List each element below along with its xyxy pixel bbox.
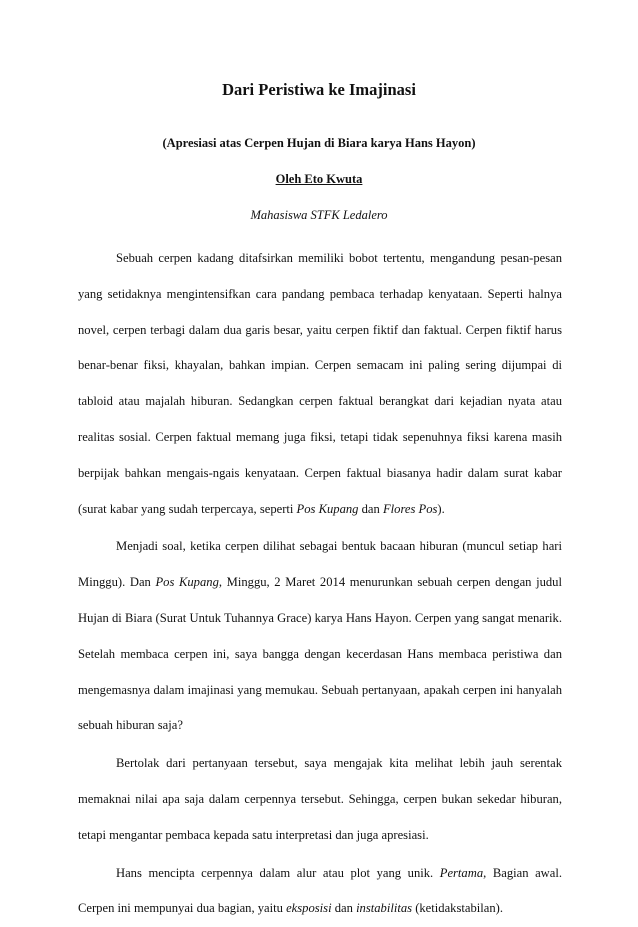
- paragraph-text: , Minggu, 2 Maret 2014 menurunkan sebuah cerpen dengan judul Hujan di Biara (Surat Untuk Tuhannya Grace) karya Hans Hayon. Cerpen yang sangat menarik. Setelah membaca cerpen ini, saya bangga dengan kecerdasan Hans membaca peristiwa dan mengemasnya dalam imajinasi yang memukau. Sebuah pertanyaan, apakah cerpen ini hanyalah sebuah hiburan saja?: [78, 575, 562, 733]
- paragraph-2: [78, 529, 562, 744]
- emphasis-term: instabilitas: [356, 901, 413, 916]
- paragraph-text: ).: [437, 501, 445, 516]
- paragraph-text: dan: [331, 901, 357, 916]
- paragraph-text: Hans mencipta cerpennya dalam alur atau plot yang unik.: [116, 865, 440, 880]
- paragraph-text: Sebuah cerpen kadang ditafsirkan memiliki bobot tertentu, mengandung pesan-pesan yang setidaknya mengintensifkan cara pandang pembaca terhadap kenyataan. Seperti halnya novel, cerpen terbagi dalam dua garis besar, yaitu cerpen fiktif dan faktual. Cerpen fiktif harus benar-benar fiksi, khayalan, bahkan impian. Cerpen semacam ini paling sering dijumpai di tabloid atau majalah hiburan. Sedangkan cerpen faktual berangkat dari kejadian nyata atau realitas sosial. Cerpen faktual memang juga fiksi, tetapi tidak sepenuhnya fiksi karena masih berpijak bahkan mengais-ngais kenyataan. Cerpen faktual biasanya hadir dalam surat kabar (surat kabar yang sudah terpercaya, seperti: [78, 251, 562, 516]
- emphasis-term: Pertama: [439, 865, 484, 880]
- document-title: Dari Peristiwa ke Imajinasi: [222, 80, 416, 99]
- paragraph-1: [78, 241, 562, 527]
- emphasis-term: eksposisi: [286, 901, 332, 916]
- author-affiliation: Mahasiswa STFK Ledalero: [250, 208, 388, 222]
- newspaper-name: Pos Kupang: [296, 501, 359, 516]
- paragraph-3: [78, 746, 562, 853]
- newspaper-name: Flores Pos: [382, 501, 438, 516]
- document-subtitle: (Apresiasi atas Cerpen Hujan di Biara karya Hans Hayon): [162, 136, 476, 150]
- paragraph-text: , Bagian awal. Cerpen ini mempunyai dua bagian, yaitu: [78, 865, 562, 916]
- author-name: Oleh Eto Kwuta: [275, 172, 363, 186]
- paragraph-text: Bertolak dari pertanyaan tersebut, saya mengajak kita melihat lebih jauh serentak memaknai nilai apa saja dalam cerpennya tersebut. Sehingga, cerpen bukan sekedar hiburan, tetapi mengantar pembaca kepada satu interpretasi dan juga apresiasi.: [78, 756, 562, 842]
- article-body: [78, 241, 562, 927]
- paragraph-text: (ketidakstabilan).: [412, 901, 503, 916]
- paragraph-text: Menjadi soal, ketika cerpen dilihat sebagai bentuk bacaan hiburan (muncul setiap hari Minggu). Dan: [78, 539, 562, 590]
- paragraph-text: dan: [358, 501, 383, 516]
- newspaper-name: Pos Kupang: [155, 575, 219, 590]
- paragraph-4: [78, 856, 562, 927]
